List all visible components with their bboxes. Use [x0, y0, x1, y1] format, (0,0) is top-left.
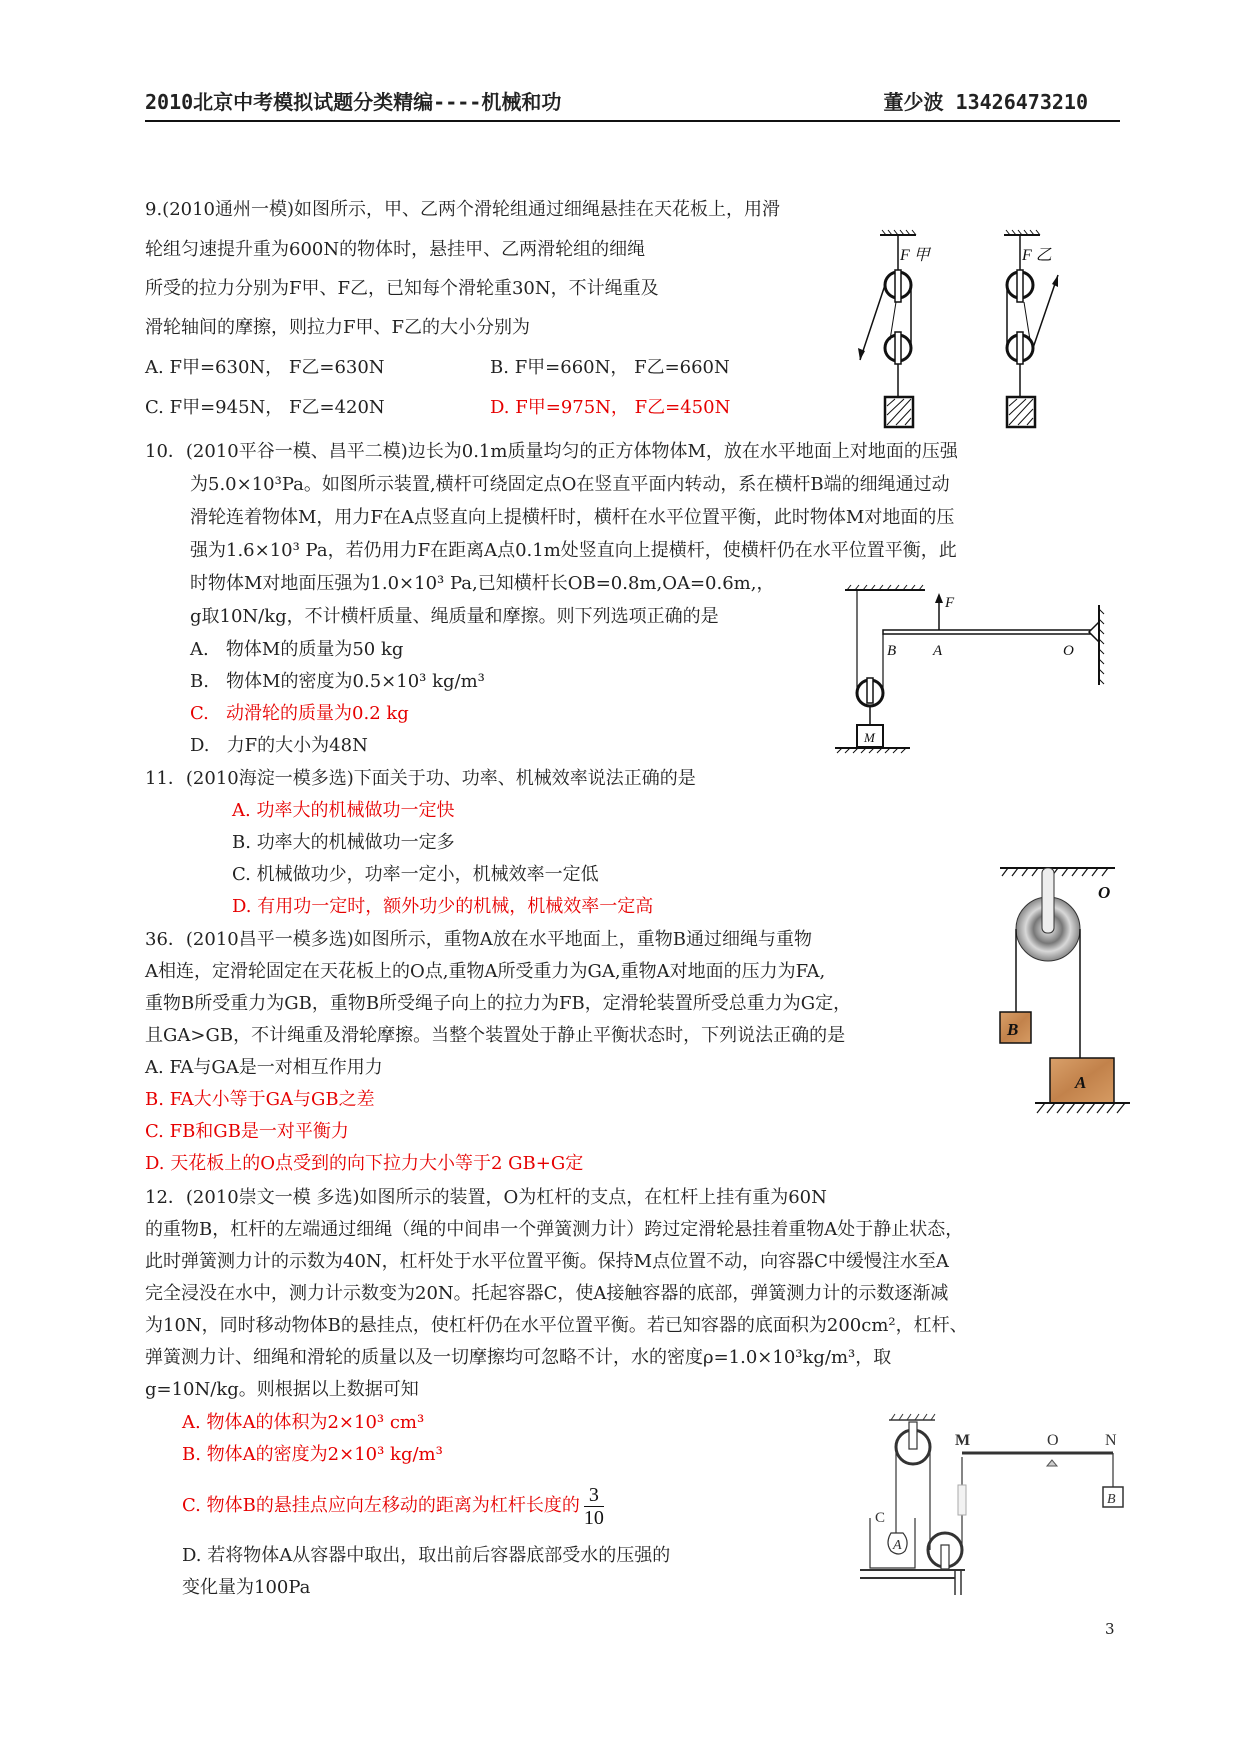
q12-lever-figure — [855, 1405, 1125, 1595]
q9-option-c[interactable] — [145, 396, 385, 420]
q10-lever-figure — [845, 585, 1105, 755]
option-text: 物体A的密度为2×10³ kg/m³ — [206, 1444, 443, 1465]
option-text: FB和GB是一对平衡力 — [169, 1121, 349, 1142]
q12-line: 的重物B，杠杆的左端通过细绳（绳的中间串一个弹簧测力计）跨过定滑轮悬挂着重物A处于静止状态， — [145, 1219, 964, 1240]
q36-option-a[interactable] — [145, 1056, 383, 1080]
option-text: 功率大的机械做功一定快 — [256, 800, 455, 821]
option-label: B. — [190, 671, 209, 692]
label-a: A — [893, 1538, 902, 1553]
q9-option-a[interactable] — [145, 356, 385, 380]
label-a: A — [933, 643, 943, 659]
q9-pulley-figure — [820, 230, 1080, 460]
label-b: B — [1007, 1020, 1019, 1039]
option-label: C. — [145, 1121, 164, 1142]
q11-option-d[interactable] — [232, 895, 653, 919]
option-label: C. — [232, 864, 251, 885]
q9-line: 所受的拉力分别为F甲、F乙，已知每个滑轮重30N，不计绳重及 — [145, 278, 659, 299]
q36-option-b[interactable] — [145, 1088, 375, 1112]
fraction-denominator: 10 — [583, 1506, 604, 1529]
option-label: A. — [190, 639, 209, 660]
q9-line: 9.(2010通州一模)如图所示，甲、乙两个滑轮组通过细绳悬挂在天花板上，用滑 — [145, 199, 781, 220]
option-text: FA与GA是一对相互作用力 — [169, 1057, 383, 1078]
q9-option-b[interactable] — [490, 356, 730, 380]
option-label: D. — [190, 735, 210, 756]
option-label: D. — [145, 1153, 165, 1174]
q11-option-c[interactable] — [232, 863, 599, 887]
q12-option-d-cont: 变化量为100Pa — [182, 1577, 311, 1598]
label-f-jia: F 甲 — [900, 247, 930, 264]
option-text: F甲=630N， F乙=630N — [169, 357, 385, 378]
q36-pulley-figure — [990, 860, 1130, 1130]
option-label: D. — [490, 397, 510, 418]
q12-line: g=10N/kg。则根据以上数据可知 — [145, 1379, 419, 1400]
document-title: 2010北京中考模拟试题分类精编----机械和功 — [145, 90, 562, 114]
option-text: 物体M的质量为50 kg — [225, 639, 404, 660]
q11-stem: 11．(2010海淀一模多选)下面关于功、功率、机械效率说法正确的是 — [145, 768, 696, 789]
q10-option-d[interactable] — [190, 734, 368, 758]
q10-option-a[interactable] — [190, 638, 403, 662]
label-m: M — [864, 730, 875, 745]
option-text: 功率大的机械做功一定多 — [256, 832, 455, 853]
option-label: D. — [232, 896, 252, 917]
label-o: O — [1098, 883, 1111, 902]
option-text: 天花板上的O点受到的向下拉力大小等于2 GB+G定 — [170, 1153, 584, 1174]
q9-option-d[interactable] — [490, 396, 730, 420]
q12-line: 弹簧测力计、细绳和滑轮的质量以及一切摩擦均可忽略不计，水的密度ρ=1.0×10³kg/m³，取 — [145, 1347, 892, 1368]
label-c: C — [875, 1510, 886, 1526]
option-label: B. — [182, 1444, 201, 1465]
option-text: 物体M的密度为0.5×10³ kg/m³ — [226, 671, 485, 692]
q10-option-c[interactable] — [190, 702, 409, 726]
author-contact: 董少波 13426473210 — [883, 90, 1088, 114]
option-label: C. — [145, 397, 164, 418]
option-label: A. — [182, 1412, 201, 1433]
q11-option-a[interactable] — [232, 799, 454, 823]
label-a: A — [1075, 1073, 1087, 1092]
label-f: F — [945, 595, 955, 611]
option-text: 若将物体A从容器中取出，取出前后容器底部受水的压强的 — [207, 1545, 671, 1566]
option-label: A. — [232, 800, 251, 821]
option-label: D. — [182, 1545, 202, 1566]
page-number: 3 — [1105, 1620, 1115, 1638]
q12-line: 为10N，同时移动物体B的悬挂点，使杠杆仍在水平位置平衡。若已知容器的底面积为200cm²，杠杆、 — [145, 1315, 968, 1336]
option-text: FA大小等于GA与GB之差 — [169, 1089, 375, 1110]
option-label: B. — [145, 1089, 164, 1110]
q12-line: 12．(2010崇文一模 多选)如图所示的装置，O为杠杆的支点，在杠杆上挂有重为60N — [145, 1187, 827, 1208]
fraction — [584, 1484, 604, 1529]
pulley-group-jia — [858, 230, 932, 427]
option-label: C. — [190, 703, 209, 724]
option-label: C. — [182, 1495, 201, 1516]
label-f-yi: F 乙 — [1022, 247, 1052, 264]
q10-line: 强为1.6×10³ Pa，若仍用力F在距离A点0.1m处竖直向上提横杆，使横杆仍在水平位置平衡，此 — [190, 540, 957, 561]
q12-option-a[interactable] — [182, 1411, 424, 1435]
q9-line: 滑轮轴间的摩擦，则拉力F甲、F乙的大小分别为 — [145, 317, 530, 338]
q36-line: 重物B所受重力为GB，重物B所受绳子向上的拉力为FB，定滑轮装置所受总重力为G定， — [145, 993, 852, 1014]
q36-option-d[interactable] — [145, 1152, 583, 1176]
q12-option-b[interactable] — [182, 1443, 443, 1467]
option-label: B. — [232, 832, 251, 853]
q10-line: 滑轮连着物体M，用力F在A点竖直向上提横杆时，横杆在水平位置平衡，此时物体M对地面的压 — [190, 507, 955, 528]
option-text: F甲=975N， F乙=450N — [515, 397, 731, 418]
option-text: 物体B的悬挂点应向左移动的距离为杠杆长度的 — [206, 1495, 580, 1516]
q10-option-b[interactable] — [190, 670, 485, 694]
option-label: A. — [145, 357, 164, 378]
label-m: M — [955, 1432, 971, 1449]
q11-option-b[interactable] — [232, 831, 455, 855]
option-text: F甲=945N， F乙=420N — [169, 397, 385, 418]
q12-line: 完全浸没在水中，测力计示数变为20N。托起容器C，使A接触容器的底部，弹簧测力计的示数逐渐减 — [145, 1283, 949, 1304]
label-b: B — [887, 643, 897, 659]
q10-line: 时物体M对地面压强为1.0×10³ Pa,已知横杆长OB=0.8m,OA=0.6m,， — [190, 573, 775, 594]
q12-option-c[interactable] — [182, 1478, 604, 1534]
option-text: 机械做功少，功率一定小，机械效率一定低 — [256, 864, 599, 885]
label-b: B — [1107, 1492, 1116, 1507]
q36-line: 36．(2010昌平一模多选)如图所示，重物A放在水平地面上，重物B通过细绳与重物 — [145, 929, 812, 950]
q10-line: 为5.0×10³Pa。如图所示装置,横杆可绕固定点O在竖直平面内转动，系在横杆B端的细绳通过动 — [190, 474, 950, 495]
q10-line: 10．(2010平谷一模、昌平二模)边长为0.1m质量均匀的正方体物体M，放在水平地面上对地面的压强 — [145, 441, 958, 462]
q12-line: 此时弹簧测力计的示数为40N，杠杆处于水平位置平衡。保持M点位置不动，向容器C中缓慢注水至A — [145, 1251, 949, 1272]
option-text: F甲=660N， F乙=660N — [514, 357, 730, 378]
q12-option-d[interactable] — [182, 1544, 670, 1568]
q10-line: g取10N/kg，不计横杆质量、绳质量和摩擦。则下列选项正确的是 — [190, 606, 719, 627]
option-text: 有用功一定时，额外功少的机械，机械效率一定高 — [257, 896, 654, 917]
label-n: N — [1105, 1432, 1117, 1449]
option-text: 动滑轮的质量为0.2 kg — [226, 703, 409, 724]
option-label: B. — [490, 357, 509, 378]
option-label: A. — [145, 1057, 164, 1078]
q36-option-c[interactable] — [145, 1120, 349, 1144]
label-o: O — [1047, 1432, 1059, 1449]
option-text: 力F的大小为48N — [226, 735, 368, 756]
q36-line: 且GA>GB，不计绳重及滑轮摩擦。当整个装置处于静止平衡状态时，下列说法正确的是 — [145, 1025, 846, 1046]
q9-line: 轮组匀速提升重为600N的物体时，悬挂甲、乙两滑轮组的细绳 — [145, 239, 646, 260]
fraction-numerator: 3 — [584, 1484, 604, 1507]
label-o: O — [1063, 643, 1074, 659]
option-text: 物体A的体积为2×10³ cm³ — [206, 1412, 425, 1433]
page-header — [145, 86, 1120, 122]
pulley-group-yi — [1004, 230, 1058, 427]
q36-line: A相连，定滑轮固定在天花板上的O点,重物A所受重力为GA,重物A对地面的压力为FA, — [145, 961, 826, 982]
